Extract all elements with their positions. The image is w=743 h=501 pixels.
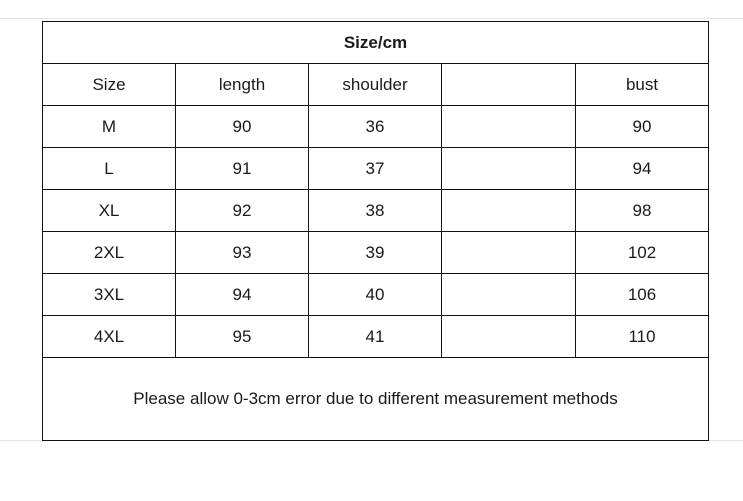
cell-bust: 102 <box>576 232 709 274</box>
cell-size: XL <box>43 190 176 232</box>
header-shoulder: shoulder <box>309 64 442 106</box>
cell-bust: 94 <box>576 148 709 190</box>
cell-empty <box>442 190 576 232</box>
size-chart-table <box>42 21 709 441</box>
cell-bust: 110 <box>576 316 709 358</box>
cell-size: M <box>43 106 176 148</box>
header-bust: bust <box>576 64 709 106</box>
cell-shoulder: 36 <box>309 106 442 148</box>
cell-empty <box>442 106 576 148</box>
table-title: Size/cm <box>43 22 709 64</box>
cell-shoulder: 37 <box>309 148 442 190</box>
cell-shoulder: 38 <box>309 190 442 232</box>
cell-length: 93 <box>176 232 309 274</box>
cell-length: 92 <box>176 190 309 232</box>
cell-length: 90 <box>176 106 309 148</box>
table-header-row <box>43 64 709 106</box>
cell-size: 3XL <box>43 274 176 316</box>
table-row <box>43 106 709 148</box>
cell-size: L <box>43 148 176 190</box>
cell-empty <box>442 148 576 190</box>
table-row <box>43 274 709 316</box>
cell-empty <box>442 274 576 316</box>
cell-shoulder: 41 <box>309 316 442 358</box>
table-note-row <box>43 358 709 441</box>
cell-size: 4XL <box>43 316 176 358</box>
cell-length: 91 <box>176 148 309 190</box>
table-title-row <box>43 22 709 64</box>
cell-shoulder: 39 <box>309 232 442 274</box>
cell-empty <box>442 232 576 274</box>
cell-bust: 98 <box>576 190 709 232</box>
cell-size: 2XL <box>43 232 176 274</box>
cell-bust: 106 <box>576 274 709 316</box>
table-row <box>43 148 709 190</box>
cell-bust: 90 <box>576 106 709 148</box>
cell-empty <box>442 316 576 358</box>
table-row <box>43 232 709 274</box>
header-size: Size <box>43 64 176 106</box>
table-row <box>43 190 709 232</box>
cell-length: 94 <box>176 274 309 316</box>
table-row <box>43 316 709 358</box>
measurement-note: Please allow 0-3cm error due to different measurement methods <box>43 358 709 441</box>
top-divider <box>0 18 743 19</box>
cell-shoulder: 40 <box>309 274 442 316</box>
header-length: length <box>176 64 309 106</box>
cell-length: 95 <box>176 316 309 358</box>
header-empty <box>442 64 576 106</box>
